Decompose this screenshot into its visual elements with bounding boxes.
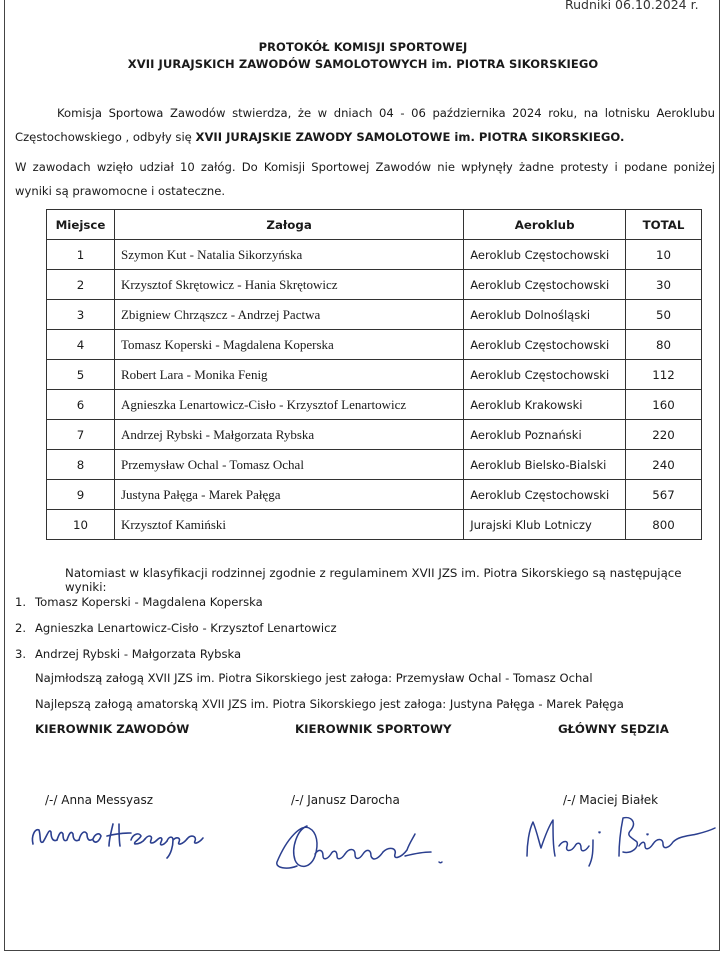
table-row xyxy=(47,300,702,330)
list-item-number: 1. xyxy=(15,595,27,609)
header-place: Miejsce xyxy=(47,210,115,240)
cell-place: 10 xyxy=(47,510,115,540)
cell-crew: Przemysław Ochal - Tomasz Ochal xyxy=(114,450,463,480)
family-ranking-list xyxy=(15,594,337,672)
cell-club: Jurajski Klub Lotniczy xyxy=(464,510,626,540)
signature-anna-messyasz xyxy=(27,806,217,866)
intro-paragraph xyxy=(15,101,715,149)
cell-club: Aeroklub Częstochowski xyxy=(464,480,626,510)
cell-club: Aeroklub Częstochowski xyxy=(464,360,626,390)
role-chief-judge: GŁÓWNY SĘDZIA xyxy=(558,722,669,736)
signature-maciej-bialek xyxy=(519,806,719,876)
table-row xyxy=(47,480,702,510)
cell-club: Aeroklub Dolnośląski xyxy=(464,300,626,330)
cell-crew: Justyna Pałęga - Marek Pałęga xyxy=(114,480,463,510)
cell-crew: Robert Lara - Monika Fenig xyxy=(114,360,463,390)
cell-crew: Zbigniew Chrząszcz - Andrzej Pactwa xyxy=(114,300,463,330)
table-row xyxy=(47,330,702,360)
table-header-row xyxy=(47,210,702,240)
cell-place: 6 xyxy=(47,390,115,420)
cell-total: 30 xyxy=(626,270,702,300)
cell-crew: Krzysztof Skrętowicz - Hania Skrętowicz xyxy=(114,270,463,300)
cell-place: 8 xyxy=(47,450,115,480)
list-item xyxy=(15,620,337,646)
cell-total: 220 xyxy=(626,420,702,450)
header-total: TOTAL xyxy=(626,210,702,240)
list-item-text: Tomasz Koperski - Magdalena Koperska xyxy=(35,595,263,609)
header-club: Aeroklub xyxy=(464,210,626,240)
cell-place: 2 xyxy=(47,270,115,300)
table-row xyxy=(47,240,702,270)
table-row xyxy=(47,270,702,300)
cell-club: Aeroklub Poznański xyxy=(464,420,626,450)
signature-janusz-darocha xyxy=(267,818,467,878)
role-competition-director: KIEROWNIK ZAWODÓW xyxy=(35,722,190,736)
cell-place: 4 xyxy=(47,330,115,360)
table-row xyxy=(47,510,702,540)
table-row xyxy=(47,420,702,450)
list-item-number: 3. xyxy=(15,647,27,661)
cell-place: 9 xyxy=(47,480,115,510)
cell-crew: Krzysztof Kamiński xyxy=(114,510,463,540)
cell-club: Aeroklub Częstochowski xyxy=(464,270,626,300)
cell-total: 112 xyxy=(626,360,702,390)
document-title: PROTOKÓŁ KOMISJI SPORTOWEJ xyxy=(258,40,468,54)
cell-place: 7 xyxy=(47,420,115,450)
cell-place: 1 xyxy=(47,240,115,270)
signer-name-1: /-/ Anna Messyasz xyxy=(45,793,154,807)
family-classification-lead: Natomiast w klasyfikacji rodzinnej zgodnie z regulaminem XVII JZS im. Piotra Sikorskiego są następujące wyniki: xyxy=(65,566,682,594)
best-amateur-crew-note: Najlepszą załogą amatorską XVII JZS im. Piotra Sikorskiego jest załoga: Justyna Pałęga - Marek Pałęga xyxy=(35,697,624,711)
intro-bold-text: XVII JURAJSKIE ZAWODY SAMOLOTOWE im. PIOTRA SIKORSKIEGO. xyxy=(195,130,625,144)
cell-total: 240 xyxy=(626,450,702,480)
cell-total: 50 xyxy=(626,300,702,330)
table-row xyxy=(47,360,702,390)
cell-club: Aeroklub Częstochowski xyxy=(464,330,626,360)
signer-name-3: /-/ Maciej Białek xyxy=(563,793,659,807)
list-item-text: Andrzej Rybski - Małgorzata Rybska xyxy=(35,647,242,661)
cell-total: 567 xyxy=(626,480,702,510)
signer-name-2: /-/ Janusz Darocha xyxy=(291,793,400,807)
cell-total: 800 xyxy=(626,510,702,540)
cell-crew: Tomasz Koperski - Magdalena Koperska xyxy=(114,330,463,360)
role-sports-director: KIEROWNIK SPORTOWY xyxy=(295,722,452,736)
table-row xyxy=(47,450,702,480)
results-table xyxy=(46,209,702,540)
intro-text: Komisja Sportowa Zawodów stwierdza, że w dniach 04 - 06 października 2024 roku, na lotnisku Aeroklubu Częstochowskiego , odbyły się xyxy=(15,106,715,144)
cell-place: 3 xyxy=(47,300,115,330)
list-item xyxy=(15,646,337,672)
document-page xyxy=(4,0,720,951)
header-crew: Załoga xyxy=(114,210,463,240)
cell-club: Aeroklub Bielsko-Bialski xyxy=(464,450,626,480)
cell-crew: Andrzej Rybski - Małgorzata Rybska xyxy=(114,420,463,450)
table-row xyxy=(47,390,702,420)
cell-crew: Agnieszka Lenartowicz-Cisło - Krzysztof Lenartowicz xyxy=(114,390,463,420)
list-item xyxy=(15,594,337,620)
intro-paragraph-2: W zawodach wzięło udział 10 załóg. Do Komisji Sportowej Zawodów nie wpłynęły żadne protesty i podane poniżej wyniki są prawomocne i ostateczne. xyxy=(15,160,715,198)
cell-place: 5 xyxy=(47,360,115,390)
list-item-text: Agnieszka Lenartowicz-Cisło - Krzysztof Lenartowicz xyxy=(35,621,337,635)
cell-total: 160 xyxy=(626,390,702,420)
document-date: Rudniki 06.10.2024 r. xyxy=(565,0,699,12)
cell-total: 80 xyxy=(626,330,702,360)
document-subtitle: XVII JURAJSKICH ZAWODÓW SAMOLOTOWYCH im. PIOTRA SIKORSKIEGO xyxy=(127,57,599,71)
list-item-number: 2. xyxy=(15,621,27,635)
cell-club: Aeroklub Częstochowski xyxy=(464,240,626,270)
youngest-crew-note: Najmłodszą załogą XVII JZS im. Piotra Sikorskiego jest załoga: Przemysław Ochal - Tomasz Ochal xyxy=(35,671,593,685)
cell-crew: Szymon Kut - Natalia Sikorzyńska xyxy=(114,240,463,270)
cell-total: 10 xyxy=(626,240,702,270)
cell-club: Aeroklub Krakowski xyxy=(464,390,626,420)
